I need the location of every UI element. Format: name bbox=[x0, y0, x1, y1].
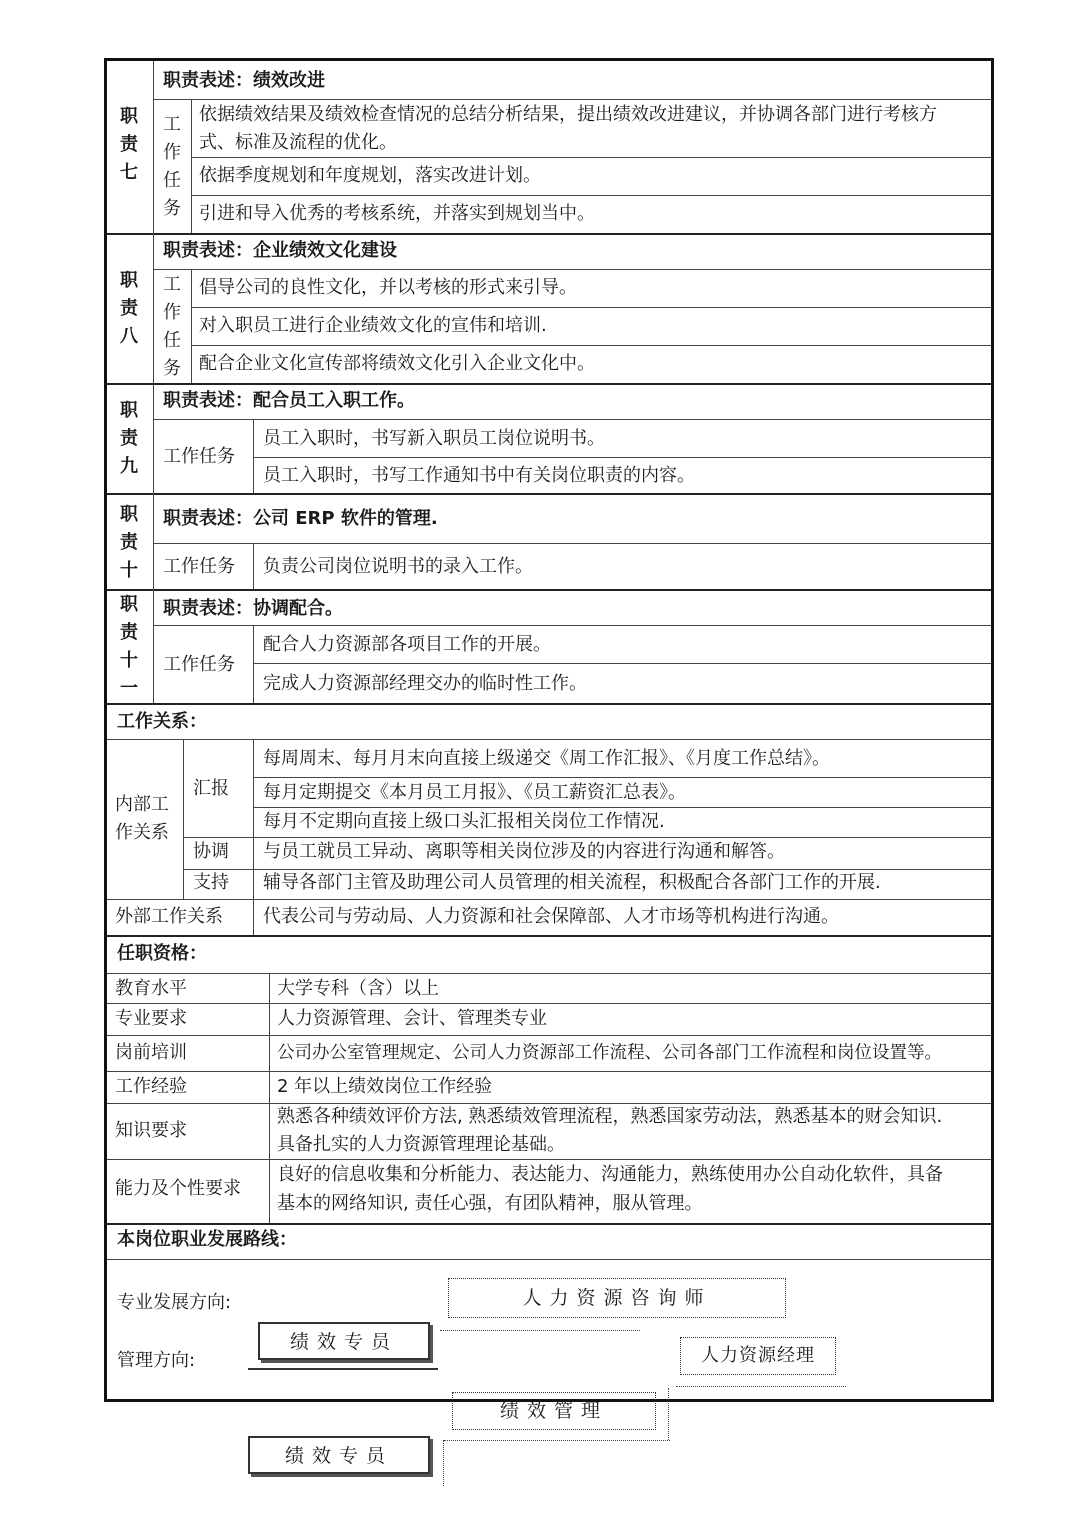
duty-11-statement: 职责表述：协调配合。 bbox=[163, 598, 343, 619]
divider bbox=[107, 1071, 991, 1072]
career-box-perf-specialist: 绩效专员 bbox=[258, 1322, 430, 1360]
divider bbox=[107, 739, 991, 740]
duty-9-task-1: 员工入职时，书写新入职员工岗位说明书。 bbox=[263, 428, 605, 449]
report-item-3: 每月不定期向直接上级口头汇报相关岗位工作情况. bbox=[263, 811, 665, 832]
coord-item: 与员工就员工异动、离职等相关岗位涉及的内容进行沟通和解答。 bbox=[263, 841, 785, 862]
career-title: 本岗位职业发展路线： bbox=[117, 1229, 297, 1250]
divider bbox=[153, 383, 154, 493]
divider bbox=[253, 807, 991, 808]
divider bbox=[153, 493, 154, 589]
connector-line bbox=[444, 1440, 670, 1441]
qual-label-education: 教育水平 bbox=[115, 978, 187, 999]
duty-8-task-2: 对入职员工进行企业绩效文化的宣伟和培训. bbox=[199, 315, 547, 336]
divider bbox=[191, 157, 991, 158]
qual-value-ability-1: 良好的信息收集和分析能力、表达能力、沟通能力，熟练使用办公自动化软件，具备 bbox=[277, 1164, 943, 1185]
divider bbox=[107, 1159, 991, 1160]
section-divider bbox=[107, 233, 991, 235]
internal-label-line-2: 作关系 bbox=[115, 822, 169, 843]
divider bbox=[107, 973, 991, 974]
qual-value-education: 大学专科（含）以上 bbox=[277, 978, 439, 999]
divider bbox=[191, 345, 991, 346]
qual-value-ability-2: 基本的网络知识, 责任心强，有团队精神，服从管理。 bbox=[277, 1193, 703, 1214]
qual-label-training: 岗前培训 bbox=[115, 1042, 187, 1063]
external-relations-label: 外部工作关系 bbox=[115, 906, 223, 927]
divider bbox=[107, 1259, 991, 1260]
duty-7-task-label: 工 作 任 务 bbox=[163, 114, 181, 219]
divider bbox=[253, 625, 254, 703]
qual-label-knowledge: 知识要求 bbox=[115, 1120, 187, 1141]
duty-9-statement: 职责表述：配合员工入职工作。 bbox=[163, 390, 415, 411]
divider bbox=[253, 457, 991, 458]
professional-direction-label: 专业发展方向: bbox=[117, 1292, 232, 1313]
duty-7-task-1b: 式、标准及流程的优化。 bbox=[199, 132, 397, 153]
duty-10-statement: 职责表述：公司 ERP 软件的管理. bbox=[163, 508, 438, 529]
connector-line bbox=[676, 1386, 846, 1387]
internal-label-line-1: 内部工 bbox=[115, 794, 169, 815]
duty-7-task-3: 引进和导入优秀的考核系统，并落实到规划当中。 bbox=[199, 203, 595, 224]
duty-9-task-2: 员工入职时，书写工作通知书中有关岗位职责的内容。 bbox=[263, 465, 695, 486]
divider bbox=[253, 419, 254, 493]
duty-11-task-1: 配合人力资源部各项目工作的开展。 bbox=[263, 634, 551, 655]
duty-9-label: 职 责 九 bbox=[120, 400, 138, 477]
divider bbox=[269, 973, 270, 1223]
duty-9-task-label: 工作任务 bbox=[163, 446, 235, 467]
support-item: 辅导各部门主管及助理公司人员管理的相关流程，积极配合各部门工作的开展. bbox=[263, 872, 881, 893]
divider bbox=[107, 1003, 991, 1004]
section-divider bbox=[107, 383, 991, 385]
duty-11-task-label: 工作任务 bbox=[163, 654, 235, 675]
divider bbox=[153, 589, 154, 703]
duty-7-task-1a: 依据绩效结果及绩效检查情况的总结分析结果，提出绩效改进建议，并协调各部门进行考核方 bbox=[199, 104, 937, 125]
duty-11-task-2: 完成人力资源部经理交办的临时性工作。 bbox=[263, 673, 587, 694]
qual-value-training: 公司办公室管理规定、公司人力资源部工作流程、公司各部门工作流程和岗位设置等。 bbox=[277, 1043, 942, 1063]
report-item-2: 每月定期提交《本月员工月报》、《员工薪资汇总表》。 bbox=[263, 782, 686, 803]
divider bbox=[153, 99, 991, 100]
qual-label-ability: 能力及个性要求 bbox=[115, 1178, 241, 1199]
qual-value-major: 人力资源管理、会计、管理类专业 bbox=[277, 1008, 547, 1029]
section-divider bbox=[107, 935, 991, 937]
divider bbox=[153, 233, 154, 383]
divider bbox=[253, 777, 991, 778]
section-divider bbox=[107, 1223, 991, 1225]
management-direction-label: 管理方向: bbox=[117, 1350, 196, 1371]
career-box-perf-specialist-2: 绩效专员 bbox=[248, 1436, 430, 1474]
divider bbox=[183, 739, 184, 899]
support-label: 支持 bbox=[193, 872, 229, 893]
qual-value-knowledge-2: 具备扎实的人力资源管理理论基础。 bbox=[277, 1134, 565, 1155]
duty-8-label: 职 责 八 bbox=[120, 270, 138, 347]
duty-7-task-2: 依据季度规划和年度规划，落实改进计划。 bbox=[199, 165, 541, 186]
qualifications-title: 任职资格： bbox=[117, 943, 207, 964]
report-label: 汇报 bbox=[193, 778, 229, 799]
connector-line bbox=[248, 1368, 438, 1370]
divider bbox=[153, 625, 991, 626]
duty-8-task-label: 工 作 任 务 bbox=[163, 274, 181, 379]
external-relations-item: 代表公司与劳动局、人力资源和社会保障部、人才市场等机构进行沟通。 bbox=[263, 906, 839, 927]
divider bbox=[253, 739, 254, 935]
connector-line bbox=[443, 1440, 444, 1486]
report-item-1: 每周周末、每月月末向直接上级递交《周工作汇报》、《月度工作总结》。 bbox=[263, 748, 830, 769]
duty-10-task-1: 负责公司岗位说明书的录入工作。 bbox=[263, 556, 533, 577]
divider bbox=[153, 61, 154, 233]
divider bbox=[107, 1035, 991, 1036]
career-box-perf-manager: 绩效管理 bbox=[452, 1392, 656, 1430]
duty-8-statement: 职责表述：企业绩效文化建设 bbox=[163, 240, 397, 261]
section-divider bbox=[107, 589, 991, 591]
coord-label: 协调 bbox=[193, 841, 229, 862]
divider bbox=[153, 543, 991, 544]
divider bbox=[107, 1103, 991, 1104]
duty-10-task-label: 工作任务 bbox=[163, 556, 235, 577]
divider bbox=[183, 837, 991, 838]
divider bbox=[253, 663, 991, 664]
divider bbox=[107, 899, 991, 900]
duty-7-statement: 职责表述：绩效改进 bbox=[163, 70, 325, 91]
career-box-hr-consultant: 人力资源咨询师 bbox=[448, 1278, 786, 1318]
divider bbox=[191, 269, 192, 383]
job-description-table bbox=[104, 58, 994, 1402]
section-divider bbox=[107, 703, 991, 705]
divider bbox=[191, 99, 192, 233]
qual-label-major: 专业要求 bbox=[115, 1008, 187, 1029]
duty-8-task-3: 配合企业文化宣传部将绩效文化引入企业文化中。 bbox=[199, 353, 595, 374]
relations-title: 工作关系： bbox=[117, 711, 207, 732]
section-divider bbox=[107, 493, 991, 495]
qual-value-experience: 2 年以上绩效岗位工作经验 bbox=[277, 1076, 493, 1097]
connector-line bbox=[668, 1388, 669, 1440]
divider bbox=[153, 269, 991, 270]
qual-value-knowledge-1: 熟悉各种绩效评价方法, 熟悉绩效管理流程，熟悉国家劳动法，熟悉基本的财会知识. bbox=[277, 1106, 943, 1127]
career-box-hr-manager: 人力资源经理 bbox=[680, 1337, 836, 1375]
divider bbox=[153, 419, 991, 420]
duty-7-label: 职 责 七 bbox=[120, 106, 138, 183]
duty-11-label: 职 责 十 一 bbox=[120, 594, 138, 699]
divider bbox=[183, 869, 991, 870]
duty-10-label: 职 责 十 bbox=[120, 504, 138, 581]
divider bbox=[253, 543, 254, 589]
divider bbox=[191, 195, 991, 196]
duty-8-task-1: 倡导公司的良性文化，并以考核的形式来引导。 bbox=[199, 277, 577, 298]
connector-line bbox=[440, 1330, 640, 1331]
qual-label-experience: 工作经验 bbox=[115, 1076, 187, 1097]
divider bbox=[191, 307, 991, 308]
